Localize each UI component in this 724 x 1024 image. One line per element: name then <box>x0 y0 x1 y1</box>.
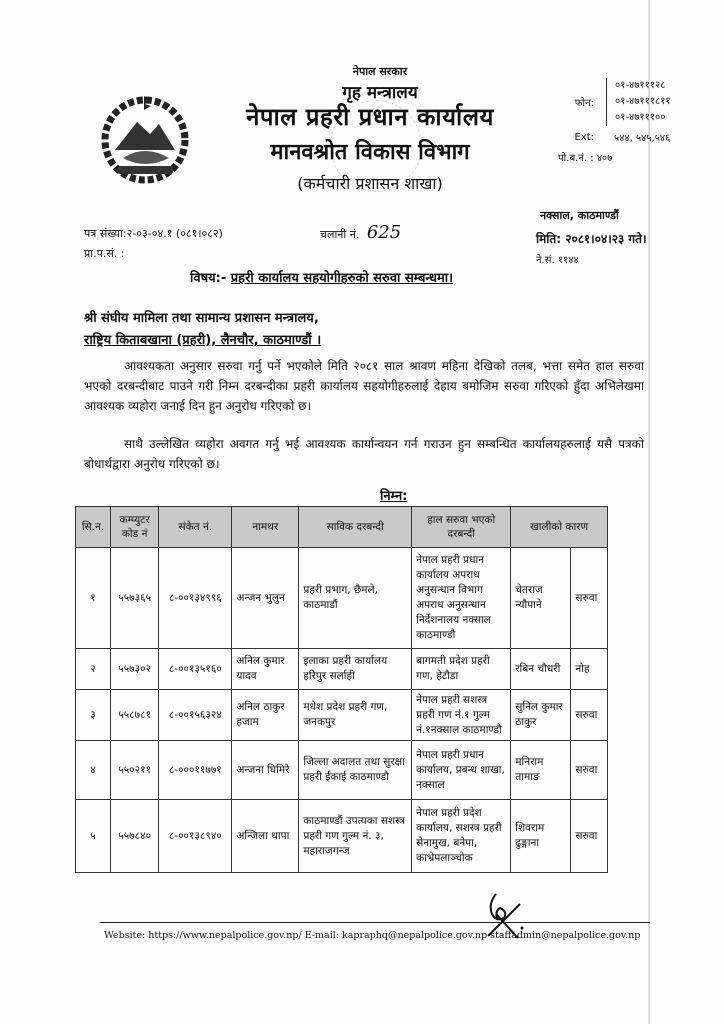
ext-value: ५४४, ५४५,५४६ <box>614 133 671 144</box>
office-location: नक्साल, काठमाण्डौं <box>540 209 619 222</box>
office-name: नेपाल प्रहरी प्रधान कार्यालय <box>246 103 494 131</box>
phone-list <box>606 78 671 126</box>
paragraph-text: आवश्यकता अनुसार सरुवा गर्नु पर्ने भएकोले मिति २०८१ साल श्रावण महिना देखिको तलब, भत्ता समेत हाल सरुवा भएको दरबन्दीबाट पाउने गरी निम्न दरबन्दीका प्रहरी कार्यालय सहयोगीहरुलाई देहाय बमोजिम सरुवा गरिएको हुँदा अभिलेखमा आवश्यक व्यहोरा जनाई दिन हुन अनुरोध गरिएको छ। <box>84 359 644 413</box>
pobox-label: पो.ब.नं. : <box>558 153 594 164</box>
header-previous-post: साविक दरबन्दी <box>299 507 412 548</box>
cell-reason: सरुवा <box>571 548 608 649</box>
chalani-value: 625 <box>366 222 402 243</box>
phone-number: ०१-४७१११८११ <box>615 96 671 107</box>
cell-name: अनिल ठाकुर हजाम <box>232 690 299 741</box>
chalani-label: चलानी नं. <box>320 228 360 241</box>
table-row <box>76 548 608 649</box>
phone-label: फोन: <box>574 98 594 109</box>
cell-new-post: नेपाल प्रहरी प्रधान कार्यालय अपराध अनुसन्धान विभाग अपराध अनुसन्धान निर्देशनालय नक्साल काठमाण्डौ <box>412 548 511 649</box>
subject-line <box>190 268 453 286</box>
header-computer-code: कम्प्युटर कोड नं <box>111 507 159 548</box>
cell-name: अन्जन भुलुन <box>232 548 299 649</box>
branch-name: (कर्मचारी प्रशासन शाखा) <box>297 174 443 193</box>
table-row <box>76 649 608 690</box>
letter-number: पत्र संख्या:२-०३-०४.१ (०८१।०८२) <box>84 227 223 240</box>
footer-divider <box>100 922 650 923</box>
cell-code-number: ८-०००११७७१ <box>159 741 232 800</box>
praps-label: प्रा.प.सं. : <box>84 247 125 260</box>
cell-serial: ४ <box>76 741 111 800</box>
cell-reason: सरुवा <box>571 741 608 800</box>
cell-name: अनिल कुमार यादव <box>232 649 299 690</box>
cell-computer-code: ५५७३६५ <box>111 548 159 649</box>
body-paragraph-1 <box>84 356 644 416</box>
nepal-emblem-icon <box>95 88 195 188</box>
table-row <box>76 690 608 741</box>
cell-code-number: ८-००१३४९९६ <box>159 548 232 649</box>
table-header-row <box>76 507 608 548</box>
department-name: मानवश्रोत विकास विभाग <box>270 140 470 165</box>
cell-computer-code: ५५७३०२ <box>111 649 159 690</box>
cell-computer-code: ५५०२११ <box>111 741 159 800</box>
cell-new-post: बागमती प्रदेश प्रहरी गण, हेटौडा <box>412 649 511 690</box>
nepal-sambat: ने.सं. ११४४ <box>536 255 579 266</box>
phone-number: ०१-४७१११०० <box>615 112 666 123</box>
cell-code-number: ८-००१५६३२४ <box>159 690 232 741</box>
paragraph-text: साथै उल्लेखित व्यहोरा अवगत गर्नु भई आवश्यक कार्यान्वयन गर्न गराउन हुन सम्बन्धित कार्यालयहरुलाई यसै पत्रको बोधार्थद्वारा अनुरोध गरिएको छ। <box>84 437 644 471</box>
pobox-value: ४०७ <box>596 153 613 164</box>
cell-name: अन्जिला थापा <box>232 800 299 873</box>
cell-vacated-by: मनिराम तामाङ <box>511 741 571 800</box>
cell-code-number: ८-००१३५१६० <box>159 649 232 690</box>
cell-previous-post: प्रहरी प्रभाग, छैमले, काठमाडौं <box>299 548 412 649</box>
cell-new-post: नेपाल प्रहरी प्रदेश कार्यालय, सशस्त्र प्रहरी सेनामुख, बनेपा, काभ्रेपलाञ्चोक <box>412 800 511 873</box>
cell-computer-code: ५५८७८१ <box>111 690 159 741</box>
body-paragraph-2 <box>84 434 644 474</box>
cell-new-post: नेपाल प्रहरी प्रधान कार्यालय, प्रबन्ध शाखा, नक्साल <box>412 741 511 800</box>
addressee-line-1: श्री संघीय मामिला तथा सामान्य प्रशासन मन्त्रालय, <box>84 311 319 326</box>
cell-serial: ३ <box>76 690 111 741</box>
cell-vacated-by: चेतराज न्यौपाने <box>511 548 571 649</box>
cell-serial: २ <box>76 649 111 690</box>
cell-reason: सरुवा <box>571 800 608 873</box>
table-row <box>76 800 608 873</box>
cell-reason: नोह <box>571 649 608 690</box>
pobox <box>540 150 720 164</box>
cell-serial: ५ <box>76 800 111 873</box>
government-name: नेपाल सरकार <box>352 65 408 78</box>
cell-name: अन्जना घिमिरे <box>232 741 299 800</box>
cell-previous-post: इलाका प्रहरी कार्यालय हरिपुर सर्लाही <box>299 649 412 690</box>
cell-vacated-by: शिवराम ढुङ्गाना <box>511 800 571 873</box>
header-vacancy-reason: खालीको कारण <box>511 507 608 548</box>
table-row <box>76 741 608 800</box>
subject-label: विषय:- <box>190 271 227 286</box>
cell-previous-post: मधेश प्रदेश प्रहरी गण, जनकपुर <box>299 690 412 741</box>
ministry-name: गृह मन्त्रालय <box>342 83 418 103</box>
cell-new-post: नेपाल प्रहरी सशस्त्र प्रहरी गण नं.१ गुल्म नं.१नक्साल काठमाण्डौ <box>412 690 511 741</box>
cell-vacated-by: रबिन चौधरी <box>511 649 571 690</box>
transfer-table <box>75 506 608 873</box>
cell-code-number: ८-००१३८९४० <box>159 800 232 873</box>
letter-date: मिति: २०८१।०४।२३ गते। <box>536 232 647 246</box>
header-code-number: संकेत नं. <box>159 507 232 548</box>
chalani-number <box>320 222 401 243</box>
header-name: नामथर <box>232 507 299 548</box>
cell-serial: १ <box>76 548 111 649</box>
cell-reason: सरुवा <box>571 690 608 741</box>
cell-previous-post: जिल्ला अदालत तथा सुरक्षा प्रहरी ईकाई काठमाण्डौ <box>299 741 412 800</box>
cell-computer-code: ५५७८४० <box>111 800 159 873</box>
phone-number: ०१-४७१११२८ <box>615 80 666 91</box>
cell-previous-post: काठमाण्डौं उपत्यका सशस्त्र प्रहरी गण गुल्म नं. ३, महाराजगन्ज <box>299 800 412 873</box>
header-new-post: हाल सरुवा भएको दरबन्दी <box>412 507 511 548</box>
footer-contact: Website: https://www.nepalpolice.gov.np/ E-mail: kapraphq@nepalpolice.gov.np staffadmin@nepalpolice.gov.np <box>104 930 641 941</box>
table-caption: निम्न: <box>380 489 408 504</box>
contact-block <box>540 78 720 164</box>
header-serial: सि.न. <box>76 507 111 548</box>
subject-text: प्रहरी कार्यालय सहयोगीहरुको सरुवा सम्बन्धमा। <box>230 271 454 286</box>
addressee-line-2: राष्ट्रिय किताबखाना (प्रहरी), लैनचौर, काठमाण्डौं । <box>84 333 322 348</box>
ext-label: Ext: <box>574 131 594 143</box>
cell-vacated-by: सुनिल कुमार ठाकुर <box>511 690 571 741</box>
